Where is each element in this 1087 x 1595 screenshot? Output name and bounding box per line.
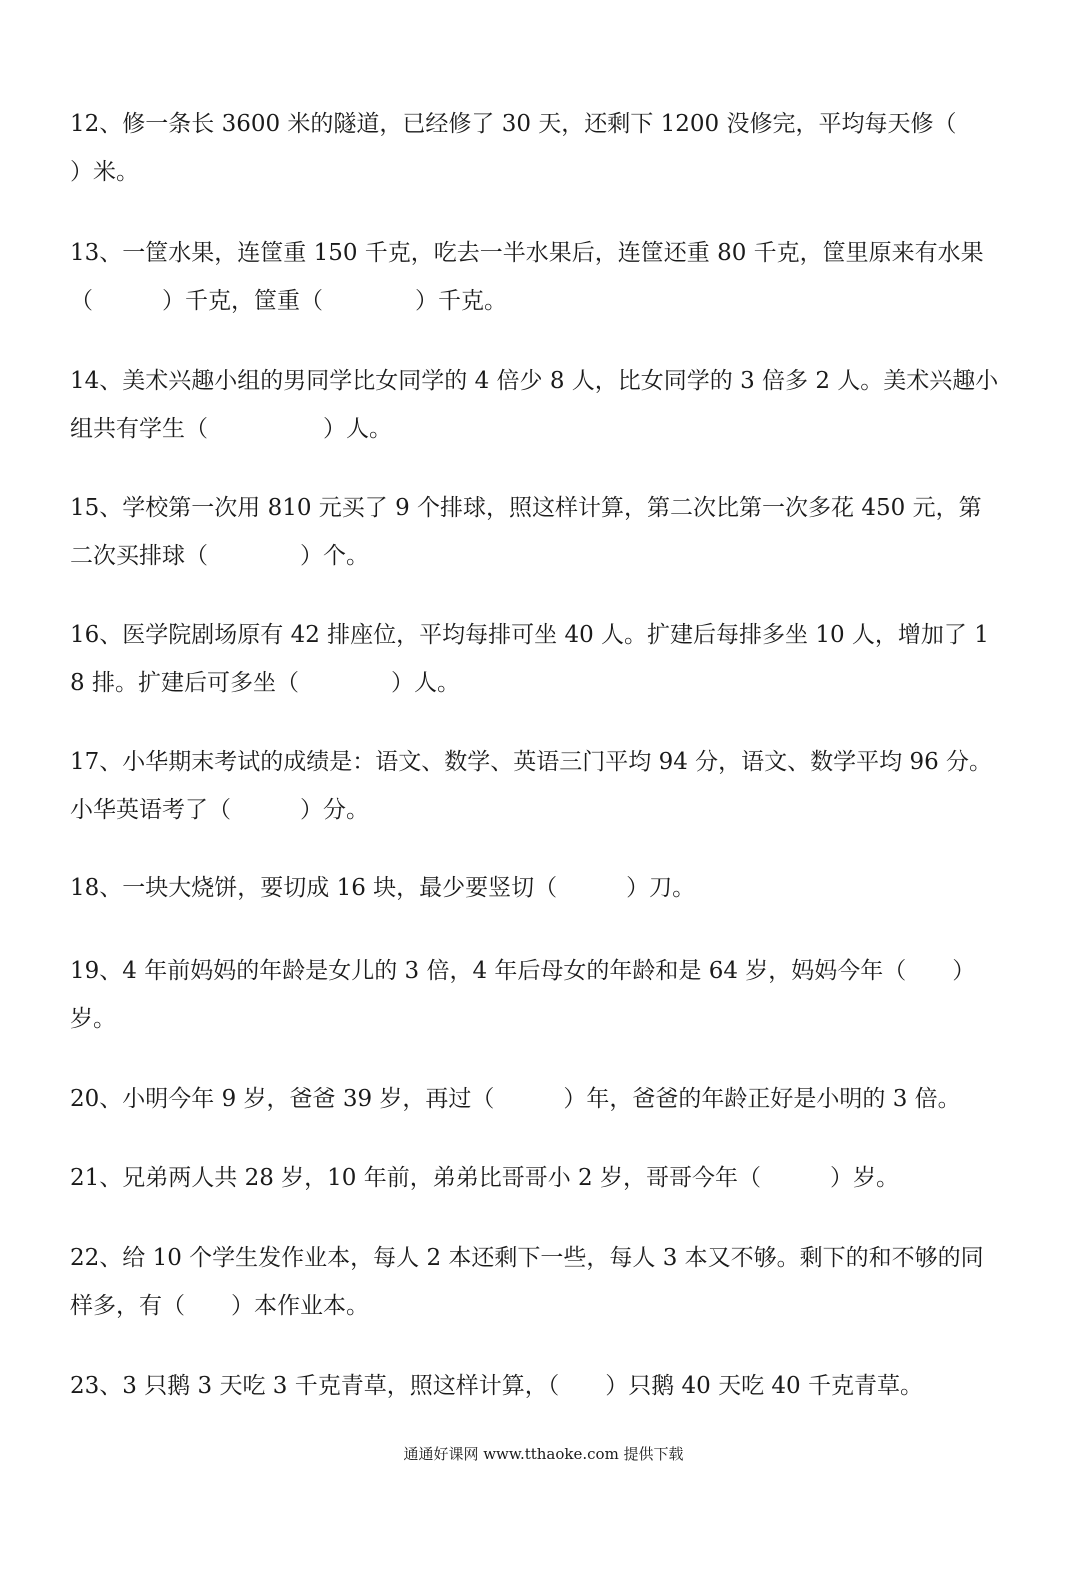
question-21: 21、兄弟两人共 28 岁，10 年前，弟弟比哥哥小 2 岁，哥哥今年（ ）岁。 [70,1165,899,1191]
question-22: 22、给 10 个学生发作业本，每人 2 本还剩下一些，每人 3 本又不够。剩下的和不够的同样多，有（ ）本作业本。 [70,1245,984,1319]
question-17: 17、小华期末考试的成绩是：语文、数学、英语三门平均 94 分，语文、数学平均 96 分。小华英语考了（ ）分。 [70,749,993,823]
question-16: 16、医学院剧场原有 42 排座位，平均每排可坐 40 人。扩建后每排多坐 10 人，增加了 18 排。扩建后可多坐（ ）人。 [70,622,989,696]
footer-credit: 通通好课网 www.tthaoke.com 提供下载 [403,1445,684,1463]
question-13: 13、一筐水果，连筐重 150 千克，吃去一半水果后，连筐还重 80 千克，筐里原来有水果（ ）千克，筐重（ ）千克。 [70,240,984,314]
question-23: 23、3 只鹅 3 天吃 3 千克青草，照这样计算，（ ）只鹅 40 天吃 40 千克青草。 [70,1373,923,1399]
question-18: 18、一块大烧饼，要切成 16 块，最少要竖切（ ）刀。 [70,875,696,901]
question-14: 14、美术兴趣小组的男同学比女同学的 4 倍少 8 人，比女同学的 3 倍多 2 人。美术兴趣小组共有学生（ ）人。 [70,368,999,442]
question-20: 20、小明今年 9 岁，爸爸 39 岁，再过（ ）年，爸爸的年龄正好是小明的 3 倍。 [70,1086,961,1112]
question-12: 12、修一条长 3600 米的隧道，已经修了 30 天，还剩下 1200 没修完，平均每天修（ ）米。 [70,111,1026,185]
question-19: 19、4 年前妈妈的年龄是女儿的 3 倍，4 年后母女的年龄和是 64 岁，妈妈今年（ ）岁。 [70,958,976,1032]
question-15: 15、学校第一次用 810 元买了 9 个排球，照这样计算，第二次比第一次多花 450 元，第二次买排球（ ）个。 [70,495,982,569]
